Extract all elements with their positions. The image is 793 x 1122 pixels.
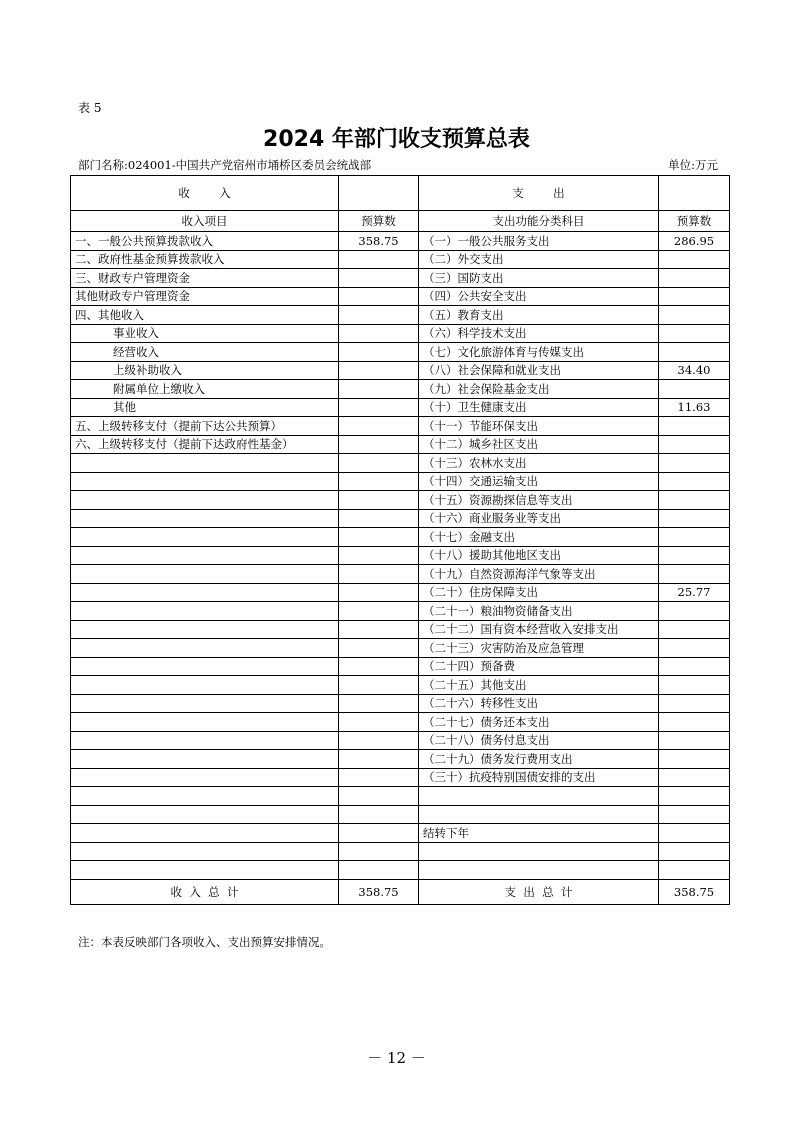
- expense-amount-cell: [659, 602, 730, 621]
- page-number: － 12 －: [367, 1049, 426, 1067]
- expense-amount-cell: 286.95: [659, 232, 730, 251]
- income-cell: [71, 694, 339, 713]
- total-row: [71, 879, 730, 904]
- table-row: [71, 528, 730, 547]
- income-amount-cell: [339, 491, 419, 510]
- table-row: [71, 842, 730, 861]
- income-cell: 二、政府性基金预算拨款收入: [71, 250, 339, 269]
- income-cell: [71, 472, 339, 491]
- income-cell: [71, 676, 339, 695]
- income-cell: [71, 805, 339, 824]
- expense-cell: （二十八）债务付息支出: [419, 731, 659, 750]
- expense-amount-cell: [659, 528, 730, 547]
- income-cell: [71, 583, 339, 602]
- expense-cell: （二）外交支出: [419, 250, 659, 269]
- expense-amount-cell: [659, 269, 730, 288]
- expense-amount-cell: [659, 324, 730, 343]
- income-cell: 经营收入: [71, 343, 339, 362]
- table-row: [71, 472, 730, 491]
- table-row: [71, 324, 730, 343]
- table-row: [71, 676, 730, 695]
- income-amount-cell: [339, 287, 419, 306]
- total-income-value: 358.75: [339, 879, 419, 904]
- income-cell: 事业收入: [71, 324, 339, 343]
- expense-amount-cell: [659, 657, 730, 676]
- expense-amount-cell: 25.77: [659, 583, 730, 602]
- income-cell: [71, 713, 339, 732]
- expense-cell: （三）国防支出: [419, 269, 659, 288]
- expense-cell: （九）社会保险基金支出: [419, 380, 659, 399]
- expense-amount-cell: [659, 491, 730, 510]
- income-cell: [71, 787, 339, 806]
- expense-cell: （十七）金融支出: [419, 528, 659, 547]
- income-amount-cell: [339, 528, 419, 547]
- expense-amount-cell: [659, 620, 730, 639]
- total-expense-label: 支 出 总 计: [419, 879, 659, 904]
- expense-cell: （十九）自然资源海洋气象等支出: [419, 565, 659, 584]
- expense-amount-cell: [659, 639, 730, 658]
- expense-cell: （十）卫生健康支出: [419, 398, 659, 417]
- section-expense-spacer: [659, 176, 730, 211]
- income-cell: [71, 491, 339, 510]
- expense-amount-cell: [659, 824, 730, 843]
- table-row: [71, 565, 730, 584]
- income-amount-cell: [339, 657, 419, 676]
- table-row: [71, 805, 730, 824]
- expense-cell: （十三）农林水支出: [419, 454, 659, 473]
- income-cell: [71, 861, 339, 880]
- total-expense-value: 358.75: [659, 879, 730, 904]
- expense-cell: （十四）交通运输支出: [419, 472, 659, 491]
- table-row: [71, 657, 730, 676]
- table-row: [71, 824, 730, 843]
- income-cell: 上级补助收入: [71, 361, 339, 380]
- table-row: [71, 454, 730, 473]
- table-row: [71, 269, 730, 288]
- table-row: [71, 750, 730, 769]
- expense-cell: （七）文化旅游体育与传媒支出: [419, 343, 659, 362]
- table-row: [71, 620, 730, 639]
- expense-amount-cell: [659, 731, 730, 750]
- expense-amount-cell: [659, 472, 730, 491]
- income-amount-cell: [339, 861, 419, 880]
- section-income-spacer: [339, 176, 419, 211]
- expense-cell: [419, 805, 659, 824]
- expense-amount-cell: [659, 509, 730, 528]
- table-row: [71, 417, 730, 436]
- income-amount-cell: [339, 583, 419, 602]
- table-row: [71, 343, 730, 362]
- section-income-header: 收 入: [71, 176, 339, 211]
- unit-label: 单位:万元: [668, 158, 718, 172]
- table-row: [71, 509, 730, 528]
- income-amount-cell: [339, 546, 419, 565]
- table-row: [71, 361, 730, 380]
- income-cell: [71, 768, 339, 787]
- income-cell: [71, 620, 339, 639]
- col-income-item: 收入项目: [71, 211, 339, 232]
- expense-cell: [419, 787, 659, 806]
- expense-amount-cell: [659, 713, 730, 732]
- expense-amount-cell: [659, 306, 730, 325]
- table-row: [71, 250, 730, 269]
- income-amount-cell: [339, 602, 419, 621]
- income-amount-cell: [339, 694, 419, 713]
- income-cell: [71, 731, 339, 750]
- expense-cell: （一）一般公共服务支出: [419, 232, 659, 251]
- expense-amount-cell: [659, 250, 730, 269]
- income-amount-cell: [339, 324, 419, 343]
- income-amount-cell: [339, 417, 419, 436]
- income-amount-cell: [339, 472, 419, 491]
- expense-amount-cell: [659, 805, 730, 824]
- expense-amount-cell: [659, 861, 730, 880]
- income-amount-cell: [339, 361, 419, 380]
- income-cell: 一、一般公共预算拨款收入: [71, 232, 339, 251]
- income-amount-cell: [339, 398, 419, 417]
- table-row: [71, 713, 730, 732]
- page-title: 2024 年部门收支预算总表: [263, 127, 530, 152]
- table-row: [71, 232, 730, 251]
- income-cell: [71, 657, 339, 676]
- table-row: [71, 639, 730, 658]
- expense-cell: （三十）抗疫特别国债安排的支出: [419, 768, 659, 787]
- income-amount-cell: [339, 435, 419, 454]
- income-cell: 附属单位上缴收入: [71, 380, 339, 399]
- expense-cell: （二十五）其他支出: [419, 676, 659, 695]
- table-row: [71, 694, 730, 713]
- expense-cell: （十六）商业服务业等支出: [419, 509, 659, 528]
- total-income-label: 收 入 总 计: [71, 879, 339, 904]
- column-header-row: [71, 211, 730, 232]
- income-amount-cell: [339, 620, 419, 639]
- table-label: 表 5: [78, 101, 102, 115]
- income-amount-cell: [339, 768, 419, 787]
- income-amount-cell: [339, 713, 419, 732]
- expense-amount-cell: [659, 694, 730, 713]
- income-cell: [71, 528, 339, 547]
- expense-amount-cell: [659, 380, 730, 399]
- table-row: [71, 491, 730, 510]
- income-amount-cell: [339, 454, 419, 473]
- income-cell: 其他: [71, 398, 339, 417]
- income-cell: [71, 454, 339, 473]
- expense-amount-cell: [659, 454, 730, 473]
- table-row: [71, 435, 730, 454]
- expense-amount-cell: [659, 787, 730, 806]
- table-row: [71, 768, 730, 787]
- income-cell: [71, 565, 339, 584]
- expense-amount-cell: [659, 676, 730, 695]
- income-amount-cell: [339, 787, 419, 806]
- income-cell: 三、财政专户管理资金: [71, 269, 339, 288]
- footnote: 注：本表反映部门各项收入、支出预算安排情况。: [78, 935, 331, 949]
- income-amount-cell: [339, 306, 419, 325]
- income-amount-cell: [339, 805, 419, 824]
- expense-amount-cell: [659, 417, 730, 436]
- col-expense-amount: 预算数: [659, 211, 730, 232]
- table-row: [71, 306, 730, 325]
- table-row: [71, 787, 730, 806]
- expense-amount-cell: [659, 435, 730, 454]
- income-cell: [71, 546, 339, 565]
- expense-cell: （十五）资源勘探信息等支出: [419, 491, 659, 510]
- expense-cell: （十二）城乡社区支出: [419, 435, 659, 454]
- income-cell: 其他财政专户管理资金: [71, 287, 339, 306]
- table-row: [71, 398, 730, 417]
- income-cell: [71, 639, 339, 658]
- income-cell: [71, 842, 339, 861]
- income-cell: [71, 750, 339, 769]
- table-row: [71, 731, 730, 750]
- income-amount-cell: [339, 250, 419, 269]
- expense-cell: （二十七）债务还本支出: [419, 713, 659, 732]
- expense-cell: （二十）住房保障支出: [419, 583, 659, 602]
- expense-amount-cell: [659, 768, 730, 787]
- expense-cell: （十八）援助其他地区支出: [419, 546, 659, 565]
- expense-cell: [419, 842, 659, 861]
- income-cell: 五、上级转移支付（提前下达公共预算）: [71, 417, 339, 436]
- budget-table: [70, 175, 730, 905]
- expense-cell: （六）科学技术支出: [419, 324, 659, 343]
- expense-cell: 结转下年: [419, 824, 659, 843]
- expense-amount-cell: [659, 842, 730, 861]
- expense-amount-cell: [659, 287, 730, 306]
- income-amount-cell: [339, 509, 419, 528]
- income-amount-cell: [339, 565, 419, 584]
- income-cell: [71, 509, 339, 528]
- expense-cell: （二十六）转移性支出: [419, 694, 659, 713]
- table-row: [71, 380, 730, 399]
- department-name: 部门名称:024001-中国共产党宿州市埇桥区委员会统战部: [78, 158, 372, 172]
- expense-cell: （八）社会保障和就业支出: [419, 361, 659, 380]
- expense-cell: （四）公共安全支出: [419, 287, 659, 306]
- expense-amount-cell: 11.63: [659, 398, 730, 417]
- expense-cell: （二十一）粮油物资储备支出: [419, 602, 659, 621]
- col-expense-item: 支出功能分类科目: [419, 211, 659, 232]
- expense-cell: （二十二）国有资本经营收入安排支出: [419, 620, 659, 639]
- income-amount-cell: [339, 343, 419, 362]
- expense-amount-cell: [659, 565, 730, 584]
- income-amount-cell: [339, 380, 419, 399]
- expense-amount-cell: [659, 343, 730, 362]
- income-cell: 四、其他收入: [71, 306, 339, 325]
- col-income-amount: 预算数: [339, 211, 419, 232]
- income-cell: 六、上级转移支付（提前下达政府性基金）: [71, 435, 339, 454]
- expense-cell: （二十四）预备费: [419, 657, 659, 676]
- expense-cell: [419, 861, 659, 880]
- income-amount-cell: [339, 731, 419, 750]
- section-header-row: [71, 176, 730, 211]
- income-cell: [71, 824, 339, 843]
- income-amount-cell: [339, 269, 419, 288]
- table-row: [71, 861, 730, 880]
- income-cell: [71, 602, 339, 621]
- expense-amount-cell: 34.40: [659, 361, 730, 380]
- income-amount-cell: [339, 750, 419, 769]
- income-amount-cell: [339, 842, 419, 861]
- income-amount-cell: [339, 639, 419, 658]
- table-row: [71, 287, 730, 306]
- table-row: [71, 583, 730, 602]
- expense-amount-cell: [659, 546, 730, 565]
- section-expense-header: 支 出: [419, 176, 659, 211]
- table-row: [71, 602, 730, 621]
- expense-amount-cell: [659, 750, 730, 769]
- expense-cell: （二十九）债务发行费用支出: [419, 750, 659, 769]
- table-row: [71, 546, 730, 565]
- expense-cell: （五）教育支出: [419, 306, 659, 325]
- income-amount-cell: 358.75: [339, 232, 419, 251]
- expense-cell: （十一）节能环保支出: [419, 417, 659, 436]
- income-amount-cell: [339, 824, 419, 843]
- expense-cell: （二十三）灾害防治及应急管理: [419, 639, 659, 658]
- income-amount-cell: [339, 676, 419, 695]
